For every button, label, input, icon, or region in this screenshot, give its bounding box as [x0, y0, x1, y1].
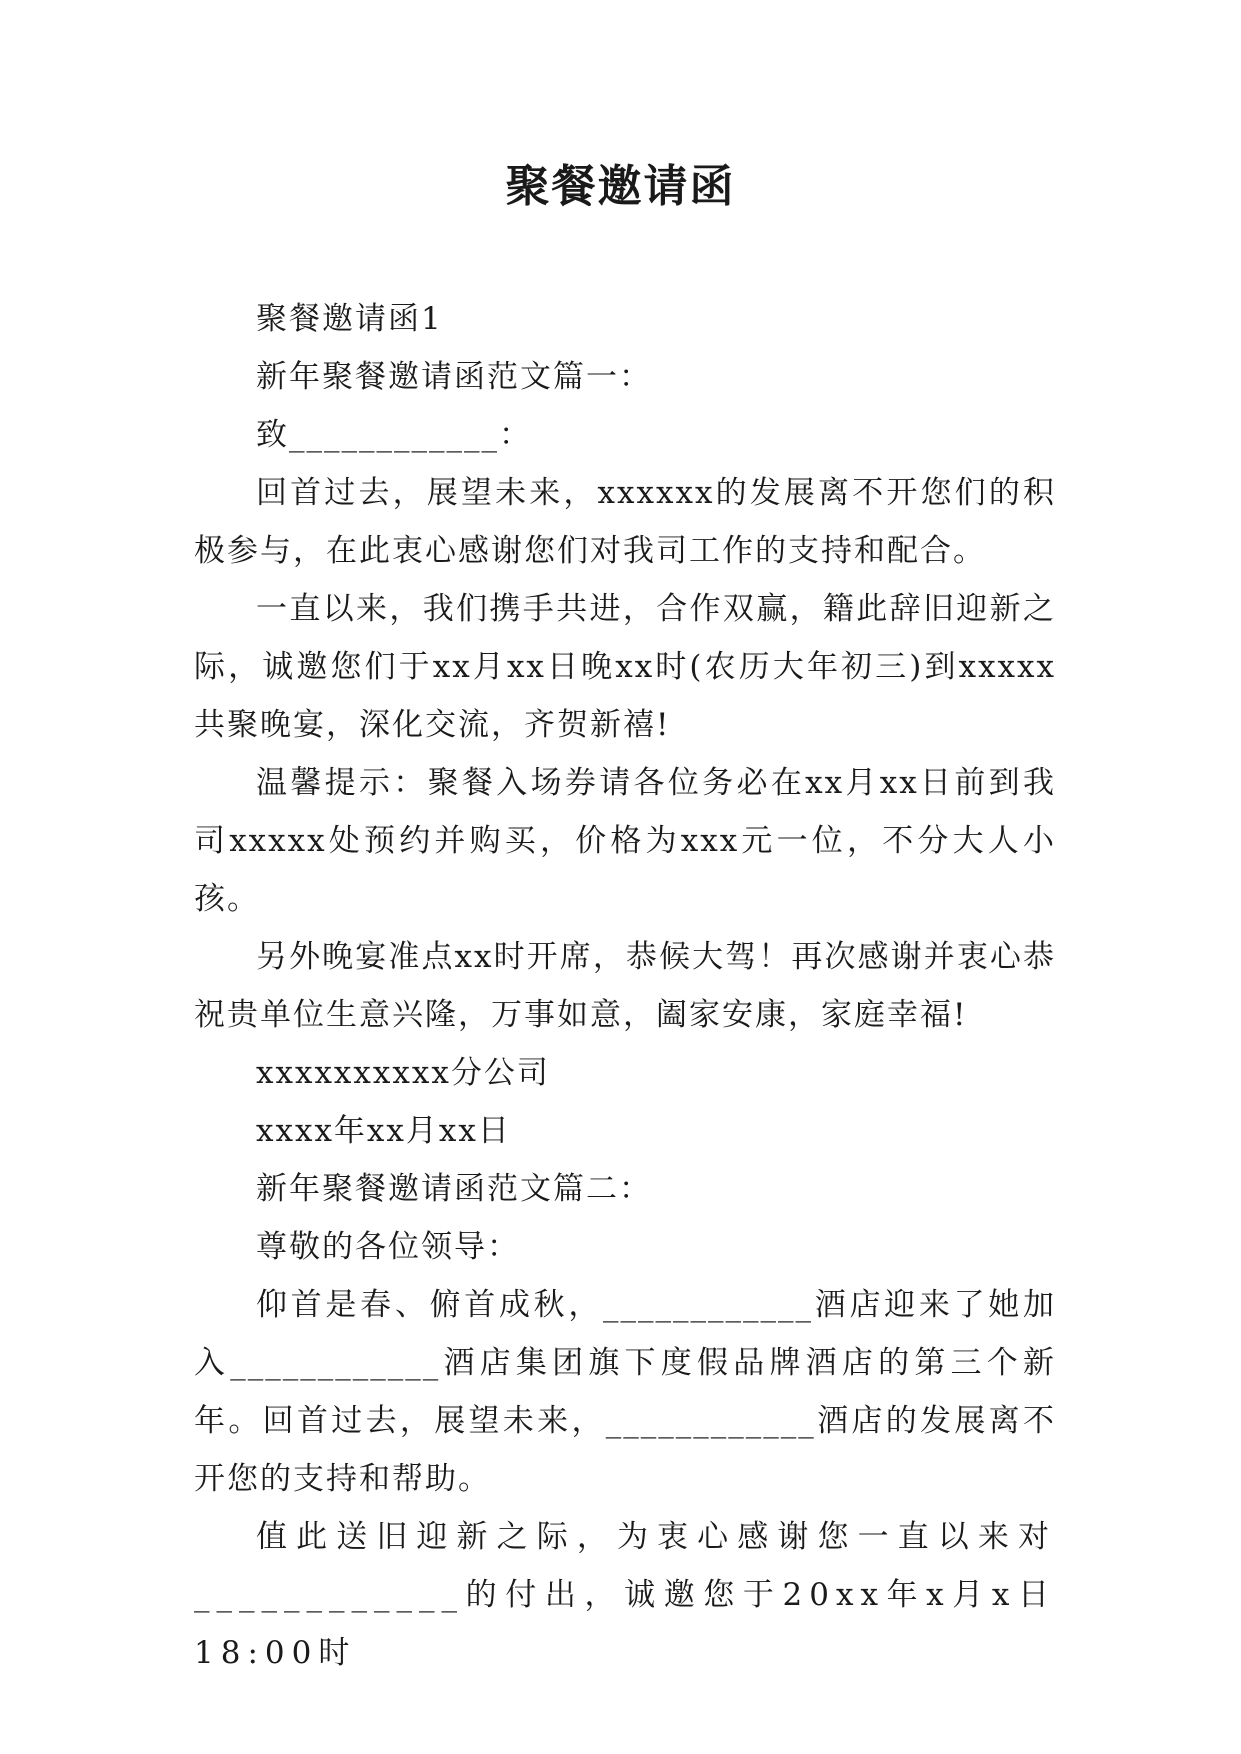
- paragraph-section-two-title: 新年聚餐邀请函范文篇二：: [256, 1171, 652, 1207]
- paragraph-heading-1: 聚餐邀请函1: [256, 301, 443, 337]
- document-title: 聚餐邀请函: [505, 161, 736, 212]
- paragraph-salutation: 致____________：: [256, 417, 532, 453]
- paragraph-review: 回首过去，展望未来，xxxxxx的发展离不开您们的积极参与，在此衷心感谢您们对我司工作的支持和配合。: [194, 475, 1056, 569]
- paragraph-thanks-invitation: 值此送旧迎新之际，为衷心感谢您一直以来对____________的付出，诚邀您于20xx年x月x日18:00时: [194, 1519, 1056, 1671]
- paragraph-section-one-title: 新年聚餐邀请函范文篇一：: [256, 359, 652, 395]
- paragraph-greeting: 尊敬的各位领导：: [256, 1229, 520, 1265]
- paragraph-closing-wishes: 另外晚宴准点xx时开席，恭候大驾！再次感谢并衷心恭祝贵单位生意兴隆，万事如意，阖家安康，家庭幸福!: [194, 939, 1056, 1033]
- paragraph-reminder: 温馨提示：聚餐入场券请各位务必在xx月xx日前到我司xxxxx处预约并购买，价格为xxx元一位，不分大人小孩。: [194, 765, 1056, 917]
- paragraph-hotel-intro: 仰首是春、俯首成秋，____________酒店迎来了她加入____________酒店集团旗下度假品牌酒店的第三个新年。回首过去，展望未来，____________酒店的发展离不开您的支持和帮助。: [194, 1287, 1056, 1497]
- paragraph-invitation: 一直以来，我们携手共进，合作双赢，籍此辞旧迎新之际，诚邀您们于xx月xx日晚xx时(农历大年初三)到xxxxx共聚晚宴，深化交流，齐贺新禧!: [194, 591, 1056, 743]
- paragraph-signature-date: xxxx年xx月xx日: [256, 1113, 511, 1149]
- document-body: [194, 290, 1056, 1682]
- paragraph-signature-company: xxxxxxxxxx分公司: [256, 1055, 550, 1091]
